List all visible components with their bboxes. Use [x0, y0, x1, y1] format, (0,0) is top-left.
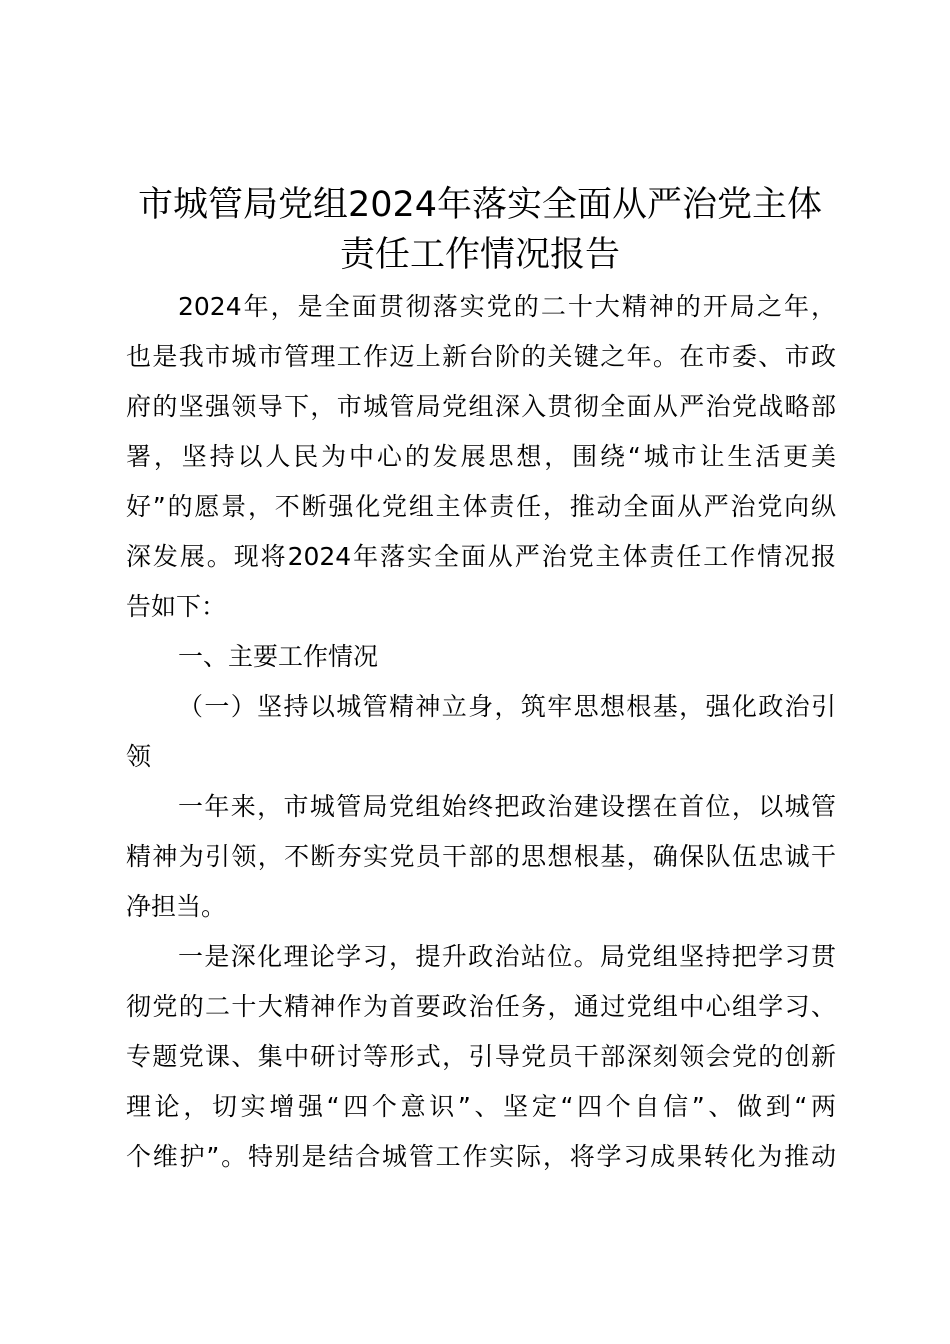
heading-line: 领 [126, 742, 152, 771]
paragraph-theory-study [126, 932, 836, 1182]
heading-line: （一）坚持以城管精神立身，筑牢思想根基，强化政治引 [178, 692, 836, 721]
text-line: 深发展。现将2024年落实全面从严治党主体责任工作情况报 [126, 542, 836, 571]
text-line: 专题党课、集中研讨等形式，引导党员干部深刻领会党的创新 [126, 1042, 836, 1071]
document-title [110, 180, 850, 280]
text-line: 署，坚持以人民为中心的发展思想，围绕“城市让生活更美 [126, 442, 836, 471]
text-line: 精神为引领，不断夯实党员干部的思想根基，确保队伍忠诚干 [126, 842, 836, 871]
subsection-heading [126, 682, 836, 782]
text-line: 净担当。 [126, 892, 227, 921]
title-line: 责任工作情况报告 [339, 235, 620, 275]
heading-line: 一、主要工作情况 [178, 642, 379, 671]
text-line: 府的坚强领导下，市城管局党组深入贯彻全面从严治党战略部 [126, 392, 836, 421]
text-line: 一年来，市城管局党组始终把政治建设摆在首位，以城管 [178, 792, 836, 821]
section-heading [126, 632, 836, 682]
title-line: 市城管局党组2024年落实全面从严治党主体 [137, 185, 823, 225]
text-line: 好”的愿景，不断强化党组主体责任，推动全面从严治党向纵 [126, 492, 836, 521]
text-line: 理论，切实增强“四个意识”、坚定“四个自信”、做到“两 [126, 1092, 836, 1121]
text-line: 2024年，是全面贯彻落实党的二十大精神的开局之年， [178, 292, 836, 321]
text-line: 彻党的二十大精神作为首要政治任务，通过党组中心组学习、 [126, 992, 836, 1021]
paragraph-summary [126, 782, 836, 932]
paragraph-intro [126, 282, 836, 632]
document-body [126, 282, 836, 1182]
text-line: 一是深化理论学习，提升政治站位。局党组坚持把学习贯 [178, 942, 836, 971]
text-line: 也是我市城市管理工作迈上新台阶的关键之年。在市委、市政 [126, 342, 836, 371]
text-line: 个维护”。特别是结合城管工作实际，将学习成果转化为推动 [126, 1142, 836, 1171]
text-line: 告如下： [126, 592, 227, 621]
